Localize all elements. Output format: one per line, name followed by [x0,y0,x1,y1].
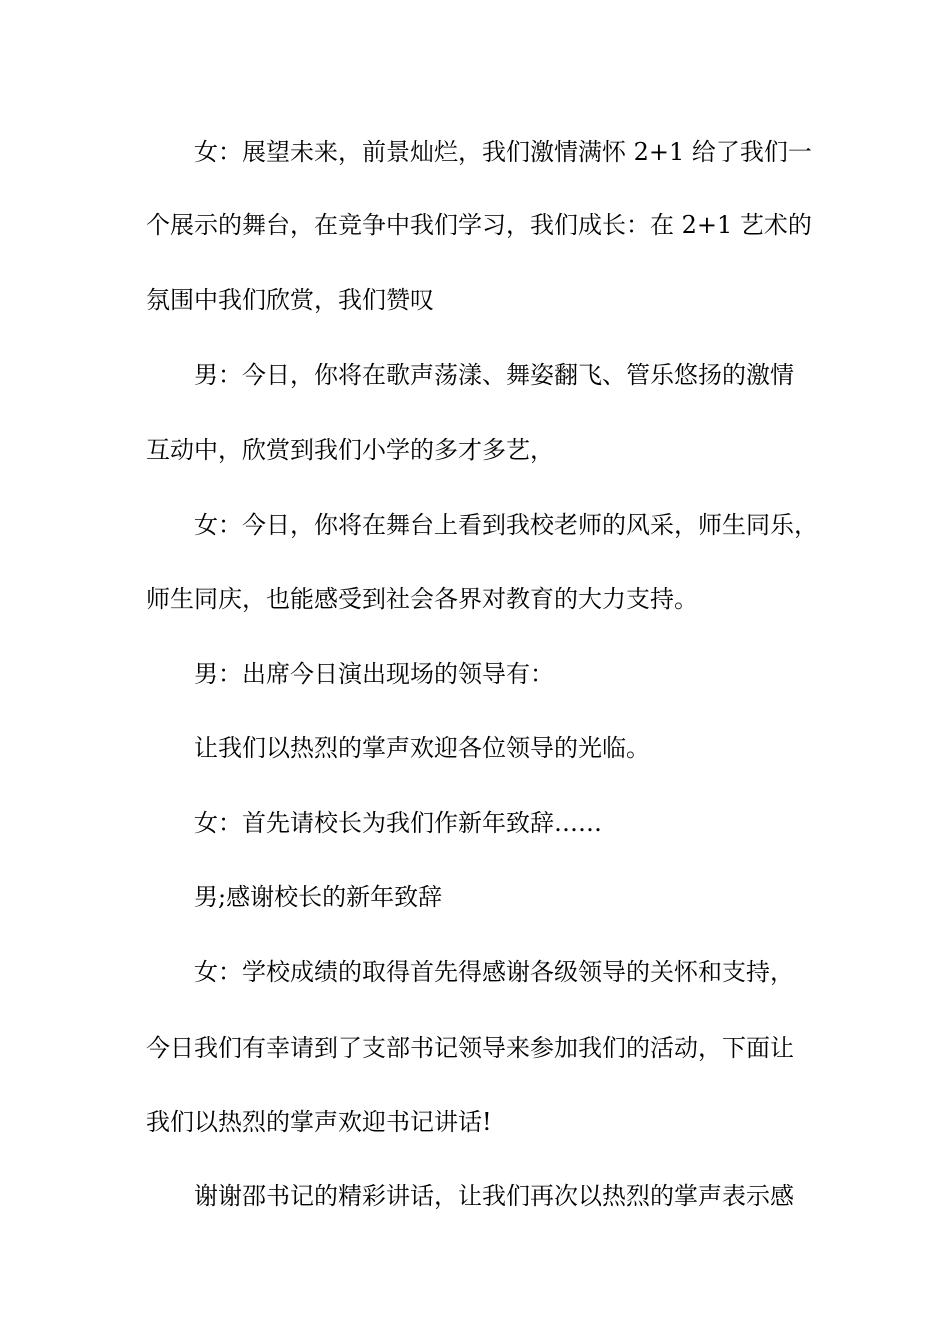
text-line: 氛围中我们欣赏，我们赞叹 [146,286,434,314]
text-line: 今日我们有幸请到了支部书记领导来参加我们的活动，下面让 [146,1034,794,1062]
text-line: 互动中，欣赏到我们小学的多才多艺， [146,436,554,464]
text-line: 男：出席今日演出现场的领导有： [194,660,554,688]
text-line: 女：学校成绩的取得首先得感谢各级领导的关怀和支持， [194,958,794,986]
text-line: 女：展望未来，前景灿烂，我们激情满怀 2+1 给了我们一 [194,138,812,166]
text-line: 男;感谢校长的新年致辞 [194,883,443,911]
text-line: 让我们以热烈的掌声欢迎各位领导的光临。 [194,734,650,762]
text-line: 女：今日，你将在舞台上看到我校老师的风采，师生同乐， [194,511,818,539]
text-line: 师生同庆，也能感受到社会各界对教育的大力支持。 [146,585,698,613]
text-line: 男：今日，你将在歌声荡漾、舞姿翻飞、管乐悠扬的激情 [194,361,794,389]
text-line: 女：首先请校长为我们作新年致辞…… [194,809,602,837]
text-line: 我们以热烈的掌声欢迎书记讲话! [146,1108,492,1136]
text-line: 个展示的舞台，在竞争中我们学习，我们成长：在 2+1 艺术的 [146,211,812,239]
text-line: 谢谢邵书记的精彩讲话，让我们再次以热烈的掌声表示感 [194,1182,794,1210]
